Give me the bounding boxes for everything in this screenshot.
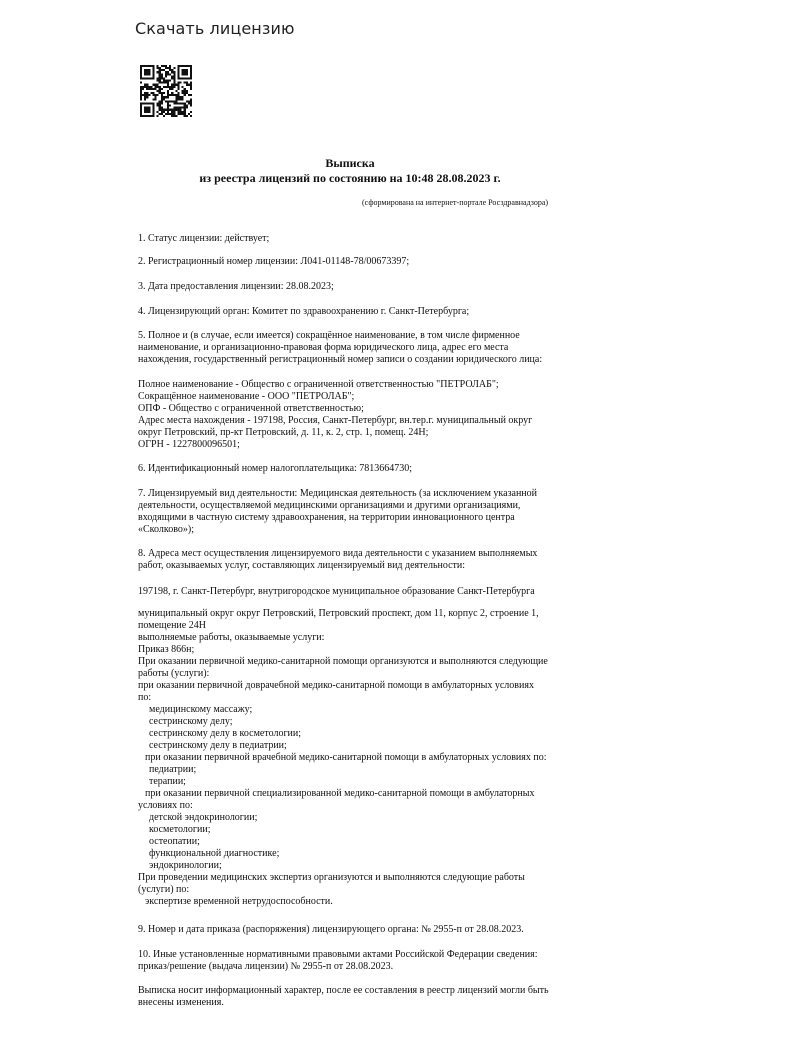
item-activity-addresses: 8. Адреса мест осуществления лицензируемого вида деятельности с указанием выполняемых работ, оказываемых услуг, составляющих лицензируемый вид деятельности: xyxy=(138,548,538,571)
document-title: Выписка xyxy=(325,156,375,170)
item-licensed-activity: 7. Лицензируемый вид деятельности: Медицинская деятельность (за исключением указанной деятельности, осуществляемой медицинскими организациями и другими организациями, входящими в частную систему здравоохранения, на территории инновационного центра «Сколково»); xyxy=(138,488,538,535)
document-source-note: (сформирована на интернет-портале Росздравнадзора) xyxy=(362,198,549,207)
document-footer-note: Выписка носит информационный характер, после ее составления в реестр лицензий могли быть внесены изменения. xyxy=(138,985,549,1008)
item-legal-entity-heading: 5. Полное и (в случае, если имеется) сокращённое наименование, в том числе фирменное наименование, и организационно-правовая форма юридического лица, адрес его места нахождения, государственный регистрационный номер записи о создании юридического лица: xyxy=(138,330,543,365)
item-order-number-date: 9. Номер и дата приказа (распоряжения) лицензирующего органа: № 2955-п от 28.08.2023. xyxy=(138,924,524,935)
legal-entity-details: Полное наименование - Общество с ограниченной ответственностью "ПЕТРОЛАБ"; Сокращённое наименование - ООО "ПЕТРОЛАБ"; ОПФ - Общество с ограниченной ответственностью; Адрес места нахождения - 197198, Россия, Санкт-Петербург, вн.тер.г. муниципальный округ округ Петровский, пр-кт Петровский, д. 11, к. 2, стр. 1, помещ. 24Н; ОГРН - 1227800096501; xyxy=(138,379,533,450)
item-taxpayer-id: 6. Идентификационный номер налогоплательщика: 7813664730; xyxy=(138,463,413,474)
item-registration-number: 2. Регистрационный номер лицензии: Л041-01148-78/00673397; xyxy=(138,256,410,267)
qr-code-image xyxy=(140,65,192,117)
item-licensing-authority: 4. Лицензирующий орган: Комитет по здравоохранению г. Санкт-Петербурга; xyxy=(138,306,470,317)
item-license-status: 1. Статус лицензии: действует; xyxy=(138,233,270,244)
activity-address-line: 197198, г. Санкт-Петербург, внутригородское муниципальное образование Санкт-Петербурга xyxy=(138,586,535,597)
item-other-information: 10. Иные установленные нормативными правовыми актами Российской Федерации сведения: приказ/решение (выдача лицензии) № 2955-п от 28.08.2023. xyxy=(138,949,538,972)
document-subtitle: из реестра лицензий по состоянию на 10:48 28.08.2023 г. xyxy=(199,171,501,185)
item-license-date: 3. Дата предоставления лицензии: 28.08.2023; xyxy=(138,281,334,292)
works-and-services-list: муниципальный округ округ Петровский, Петровский проспект, дом 11, корпус 2, строение 1, помещение 24Н выполняемые работы, оказываемые услуги: Приказ 866н; При оказании первичной медико-санитарной помощи организуются и выполняются следующие работы (услуги): при оказании первичной доврачебной медико-санитарной помощи в амбулаторных условиях по: медицинскому массажу; сестринскому делу; сестринскому делу в косметологии; сестринскому делу в педиатрии; при оказании первичной врачебной медико-санитарной помощи в амбулаторных условиях по: педиатрии; терапии; при оказании первичной специализированной медико-санитарной помощи в амбулаторных условиях по: детской эндокринологии; косметологии; остеопатии; функциональной диагностике; эндокринологии; При проведении медицинских экспертиз организуются и выполняются следующие работы (услуги) по: экспертизе временной нетрудоспособности. xyxy=(138,608,548,907)
download-license-link[interactable]: Скачать лицензию xyxy=(135,19,295,38)
